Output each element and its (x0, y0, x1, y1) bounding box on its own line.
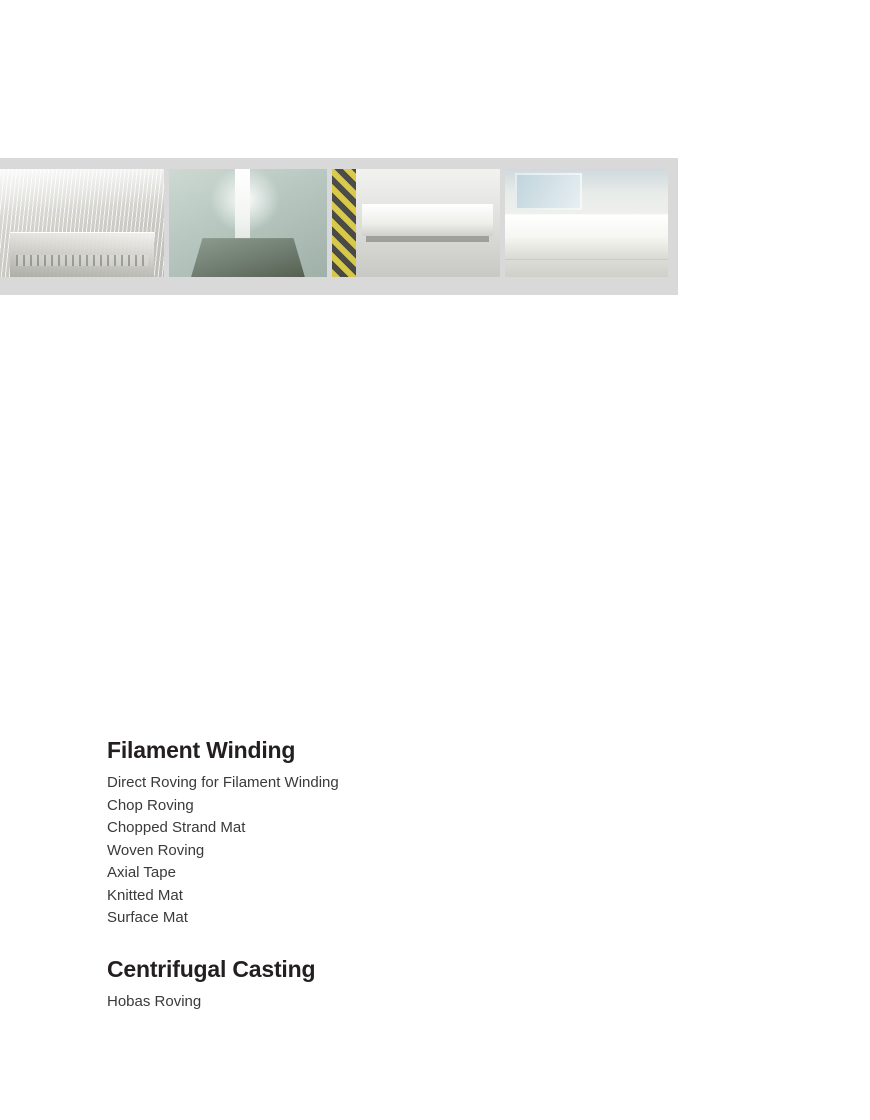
list-item: Woven Roving (107, 841, 205, 859)
banner-photo-resin-dispensing-machine (169, 169, 327, 277)
list-item: Surface Mat (107, 909, 188, 927)
section-title: Centrifugal Casting (107, 955, 316, 982)
list-item: Chopped Strand Mat (107, 819, 246, 837)
content-column (107, 738, 667, 1014)
banner-photo-chopped-strand-mat-line (332, 169, 500, 277)
photo-strip (0, 169, 668, 277)
product-list (107, 772, 667, 930)
product-list (107, 991, 667, 1014)
list-item: Knitted Mat (107, 886, 183, 904)
list-item: Axial Tape (107, 864, 176, 882)
header-image-banner (0, 158, 678, 295)
banner-photo-filament-winding-creel (0, 169, 164, 277)
banner-photo-fabric-roll-winder (505, 169, 668, 277)
section-title: Filament Winding (107, 737, 296, 763)
list-item: Chop Roving (107, 796, 194, 814)
section-centrifugal-casting (107, 957, 667, 1014)
section-filament-winding (107, 738, 667, 930)
list-item: Direct Roving for Filament Winding (107, 774, 339, 792)
list-item: Hobas Roving (107, 993, 202, 1011)
